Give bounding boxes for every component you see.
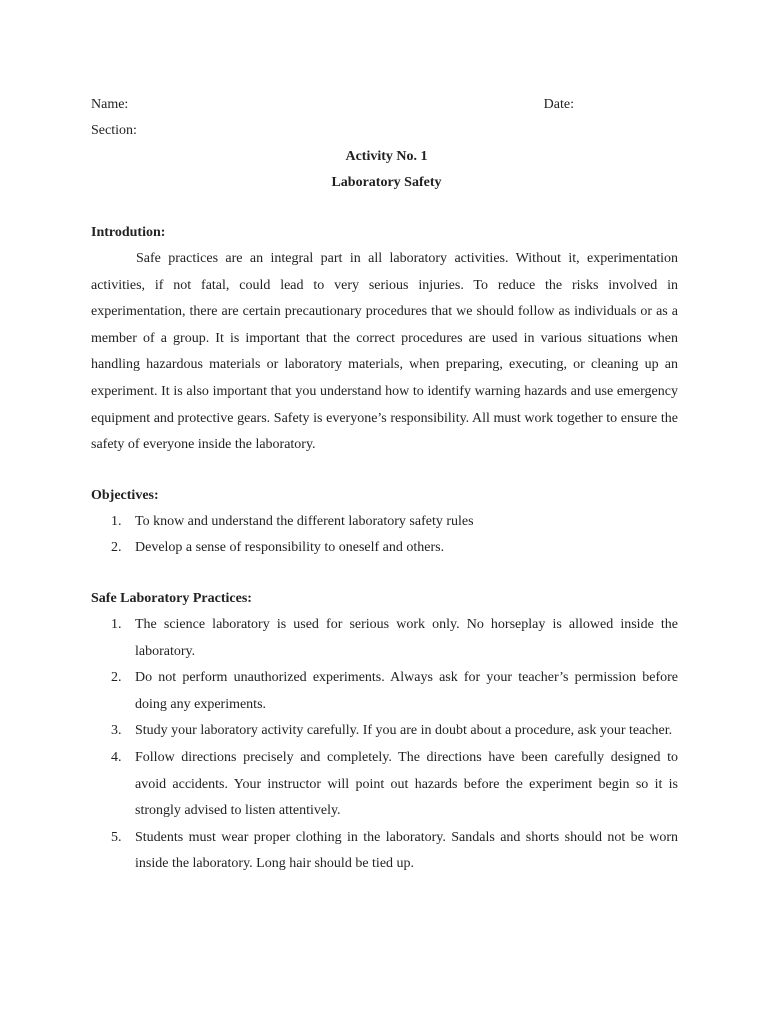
practices-heading: Safe Laboratory Practices:	[91, 590, 252, 606]
list-item-number: 2.	[111, 670, 122, 686]
list-item	[91, 535, 678, 562]
introduction-heading: Introdution:	[91, 225, 166, 240]
list-item-text: Develop a sense of responsibility to oneself and others.	[135, 540, 445, 556]
introduction-paragraph: Safe practices are an integral part in all laboratory activities. Without it, experimentation activities, if not fatal, could lead to very serious injuries. To reduce the risks involved in experimentation, there are certain precautionary procedures that we should follow as individuals or as a member of a group. It is important that the correct procedures are used in various situations when handling hazardous materials or laboratory materials, when preparing, executing, or cleaning up an experiment. It is also important that you understand how to identify warning hazards and use emergency equipment and protective gears. Safety is everyone’s responsibility. All must work together to ensure the safety of everyone inside the laboratory.	[91, 251, 678, 453]
list-item-text: Students must wear proper clothing in the laboratory. Sandals and shorts should not be worn inside the laboratory. Long hair should be tied up.	[135, 829, 678, 872]
list-item-number: 1.	[111, 616, 122, 632]
objectives-heading: Objectives:	[91, 487, 159, 503]
list-item-number: 4.	[111, 749, 122, 765]
date-label: Date:	[543, 97, 574, 112]
list-item-number: 2.	[111, 540, 122, 556]
list-item-text: Do not perform unauthorized experiments. Always ask for your teacher’s permission before doing any experiments.	[135, 670, 678, 712]
list-item-number: 5.	[111, 829, 122, 845]
list-item-text: Follow directions precisely and completely. The directions have been carefully designed to avoid accidents. Your instructor will point out hazards before the experiment begin so it is strongly advised to listen attentively.	[135, 749, 678, 819]
list-item-text: To know and understand the different laboratory safety rules	[135, 513, 474, 529]
list-item-text: The science laboratory is used for serious work only. No horseplay is allowed inside the laboratory.	[135, 616, 678, 659]
list-item	[91, 825, 678, 878]
activity-title: Activity No. 1	[345, 149, 428, 164]
name-date-row	[91, 92, 678, 118]
list-item	[91, 745, 678, 825]
section-label: Section:	[91, 123, 137, 138]
practices-list	[91, 612, 678, 878]
list-item	[91, 612, 678, 665]
list-item-number: 3.	[111, 723, 122, 739]
list-item-number: 1.	[111, 513, 122, 529]
list-item-text: Study your laboratory activity carefully. If you are in doubt about a procedure, ask your teacher.	[135, 723, 673, 739]
document-page	[91, 92, 678, 878]
objectives-list	[91, 509, 678, 562]
list-item	[91, 665, 678, 718]
activity-subtitle: Laboratory Safety	[331, 175, 442, 190]
name-label: Name:	[91, 97, 129, 112]
list-item	[91, 718, 678, 745]
list-item	[91, 509, 678, 536]
